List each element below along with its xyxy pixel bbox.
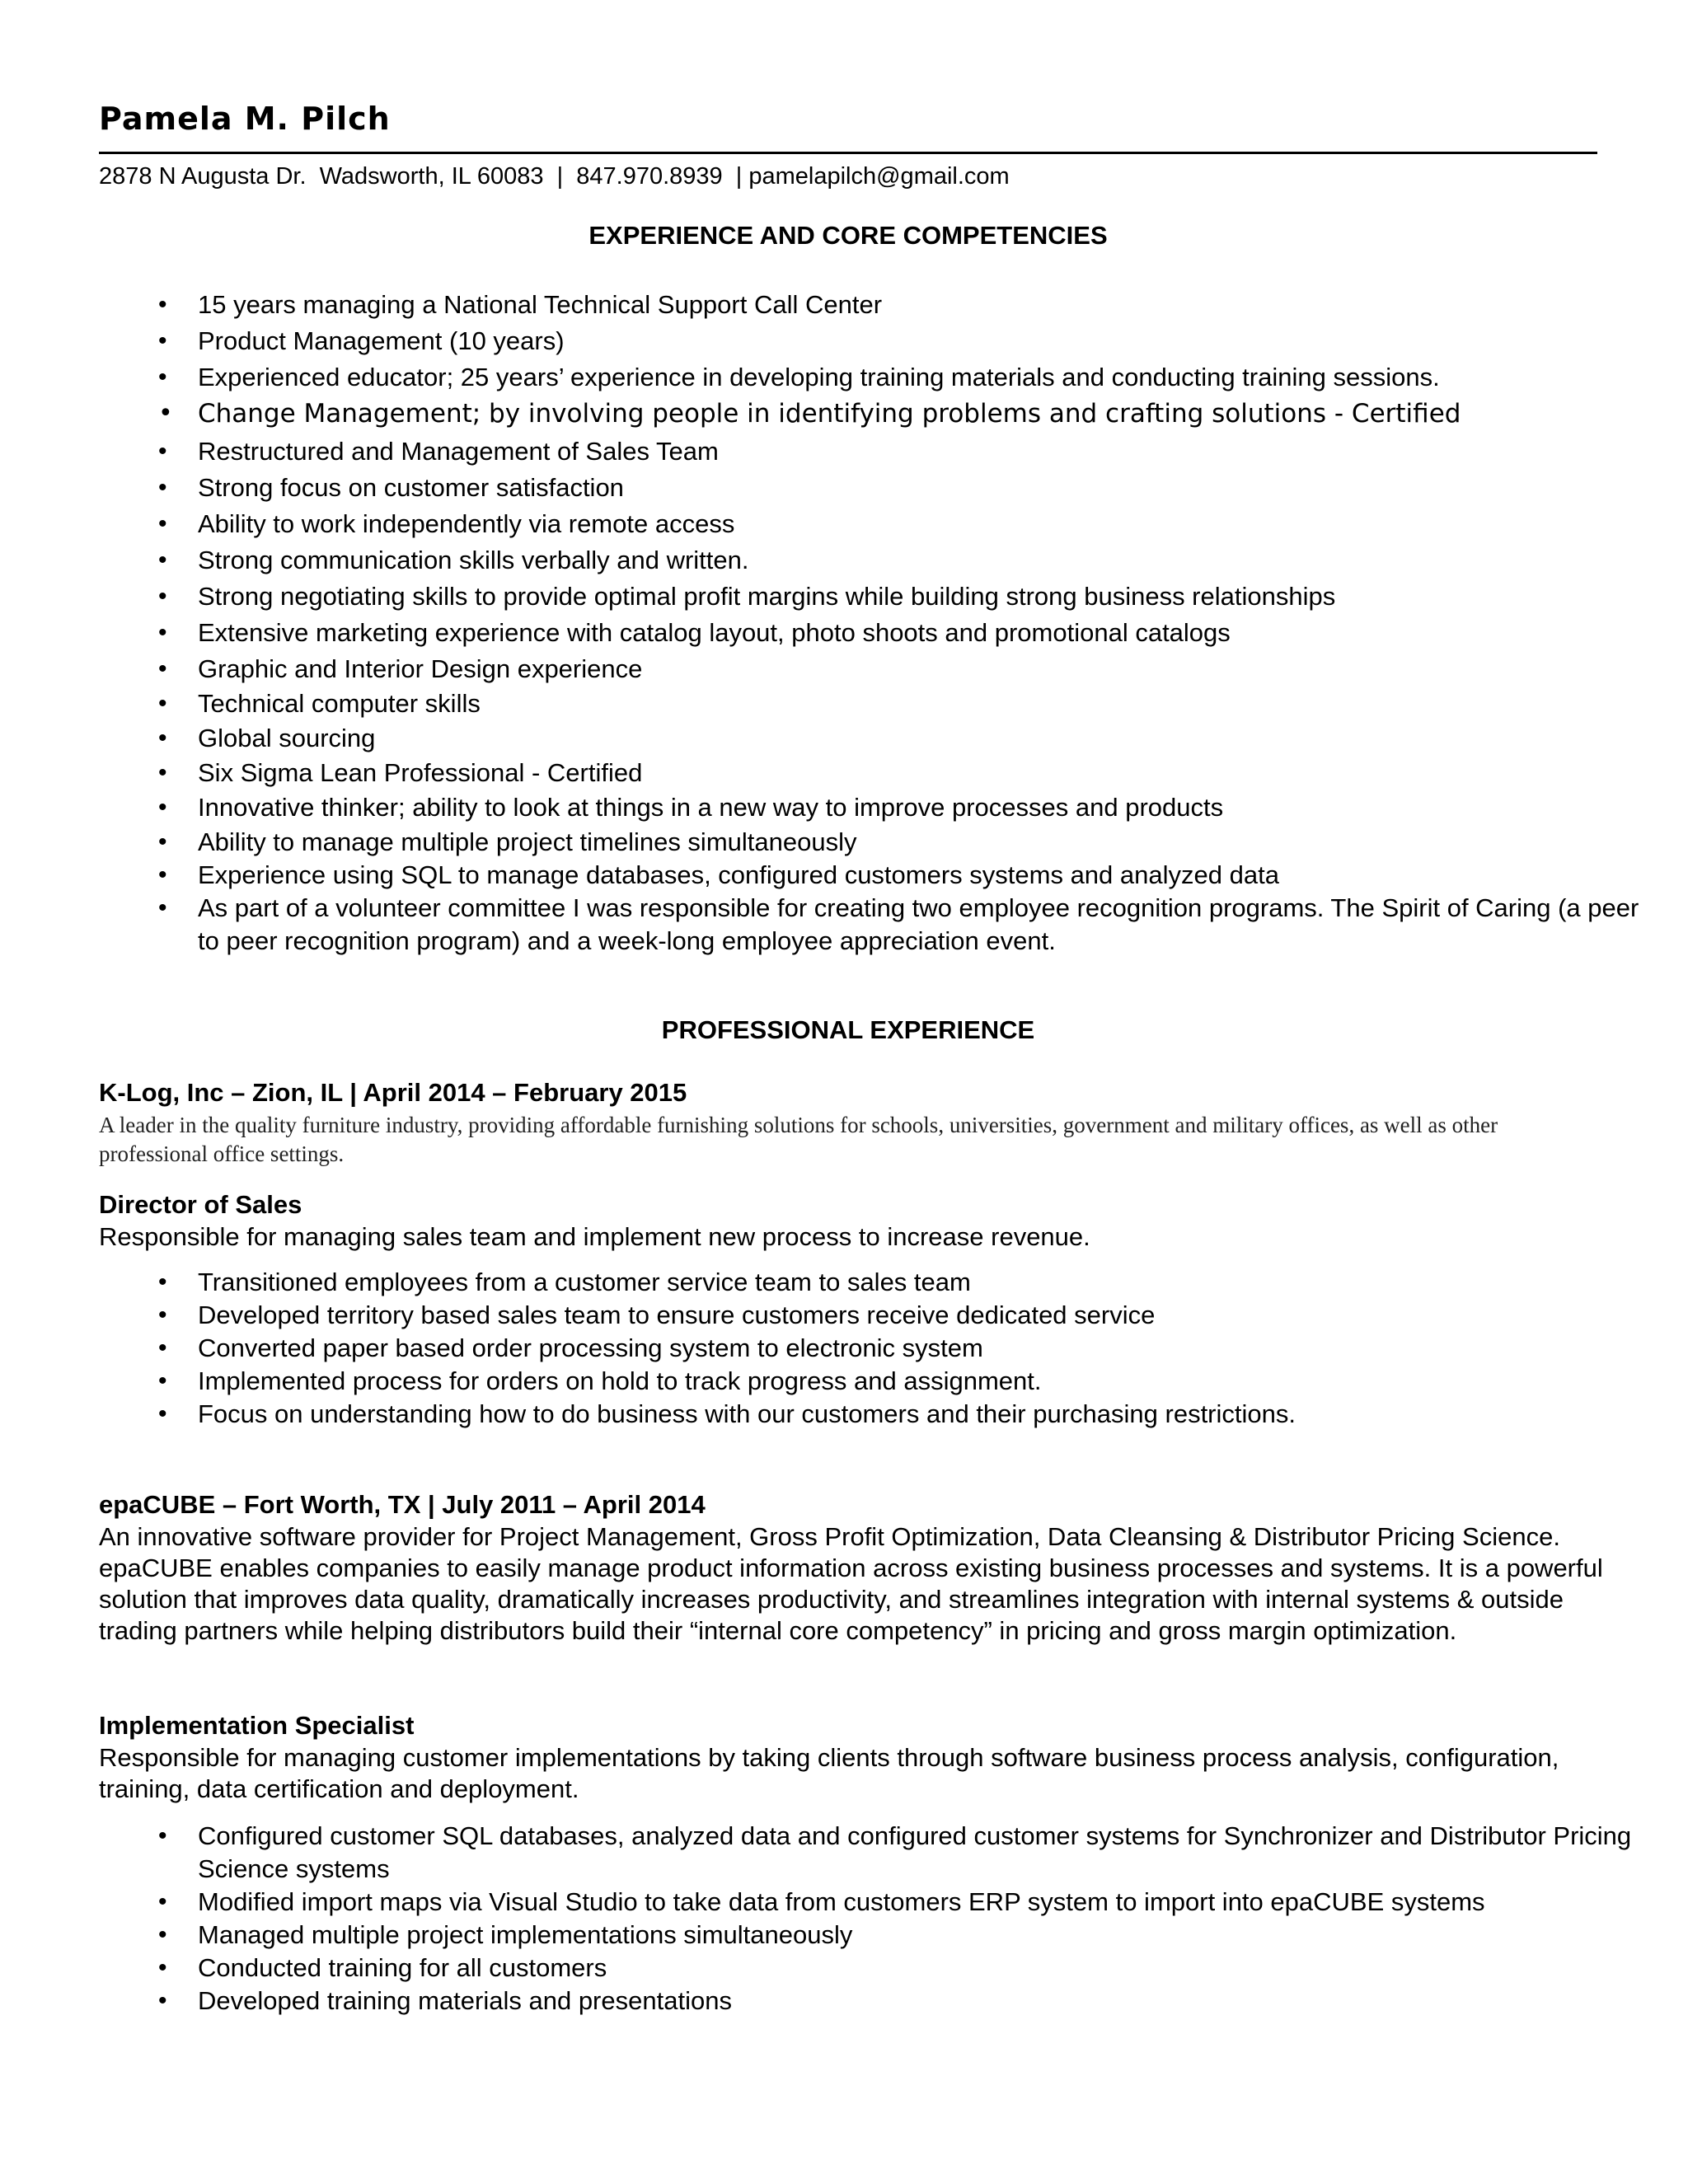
competency-item: • Experienced educator; 25 years’ experience in developing training materials and conducting training sessions.	[99, 361, 1607, 394]
competency-item: • Product Management (10 years)	[99, 325, 1607, 358]
candidate-name: Pamela M. Pilch	[99, 101, 391, 137]
competency-item: • 15 years managing a National Technical Support Call Center	[99, 288, 1607, 321]
competency-item: • Ability to work independently via remote access	[99, 508, 1607, 541]
competency-item: • Restructured and Management of Sales Team	[99, 435, 1607, 468]
epacube-duty-item: • Managed multiple project implementations simultaneously	[99, 1919, 1607, 1952]
competency-item: • Change Management; by involving people in identifying problems and crafting solutions - Certified	[99, 397, 1607, 430]
epacube-duty-item: • Modified import maps via Visual Studio to take data from customers ERP system to import into epaCUBE systems	[99, 1886, 1648, 1919]
epacube-description: An innovative software provider for Project Management, Gross Profit Optimization, Data Cleansing & Distributor Pricing Science. epaCUBE enables companies to easily manage product information across existing business processes and systems. It is a powerful solution that improves data quality, dramatically increases productivity, and streamlines integration with internal systems & outside trading partners while helping distributors build their “internal core competency” in pricing and gross margin optimization.	[99, 1522, 1603, 1645]
contact-line: 2878 N Augusta Dr. Wadsworth, IL 60083 | 847.970.8939 | pamelapilch@gmail.com	[99, 163, 1010, 190]
competencies-heading: EXPERIENCE AND CORE COMPETENCIES	[588, 221, 1108, 250]
epacube-duty-item: • Developed training materials and presentations	[99, 1985, 1607, 2018]
competency-item: • Strong negotiating skills to provide optimal profit margins while building strong business relationships	[99, 580, 1607, 613]
competency-item: • Ability to manage multiple project timelines simultaneously	[99, 826, 1607, 859]
competency-item: • Global sourcing	[99, 722, 1607, 755]
klog-duty-item: • Developed territory based sales team to ensure customers receive dedicated service	[99, 1299, 1607, 1332]
epacube-role-summary: Responsible for managing customer implementations by taking clients through software business process analysis, configuration, training, data certification and deployment.	[99, 1743, 1559, 1803]
klog-duties-list	[99, 1266, 1607, 1431]
competency-item: • Strong communication skills verbally and written.	[99, 544, 1607, 577]
competency-item: • As part of a volunteer committee I was responsible for creating two employee recognition programs. The Spirit of Caring (a peer to peer recognition program) and a week-long employee appreciation event.	[99, 892, 1648, 958]
epacube-company-line: epaCUBE – Fort Worth, TX | July 2011 – April 2014	[99, 1490, 706, 1519]
epacube-duty-item: • Configured customer SQL databases, analyzed data and configured customer systems for Synchronizer and Distributor Pricing Science systems	[99, 1820, 1648, 1886]
competency-item: • Technical computer skills	[99, 687, 1607, 720]
klog-duty-item: • Implemented process for orders on hold to track progress and assignment.	[99, 1365, 1607, 1398]
competency-item: • Graphic and Interior Design experience	[99, 653, 1607, 686]
epacube-duty-item: • Conducted training for all customers	[99, 1952, 1607, 1985]
competencies-list	[99, 288, 1639, 958]
competency-item: • Six Sigma Lean Professional - Certified	[99, 757, 1607, 790]
competency-item: • Innovative thinker; ability to look at things in a new way to improve processes and products	[99, 791, 1607, 824]
klog-role-title: Director of Sales	[99, 1190, 302, 1219]
competency-item: • Strong focus on customer satisfaction	[99, 471, 1607, 504]
experience-heading: PROFESSIONAL EXPERIENCE	[661, 1015, 1035, 1044]
klog-description: A leader in the quality furniture industry, providing affordable furnishing solutions for schools, universities, government and military offices, as well as other professional office settings.	[99, 1113, 1498, 1166]
klog-duty-item: • Focus on understanding how to do business with our customers and their purchasing restrictions.	[99, 1398, 1607, 1431]
competency-item: • Experience using SQL to manage databases, configured customers systems and analyzed data	[99, 859, 1607, 892]
epacube-duties-list	[99, 1820, 1632, 2018]
competency-item: • Extensive marketing experience with catalog layout, photo shoots and promotional catalogs	[99, 616, 1607, 649]
epacube-role-title: Implementation Specialist	[99, 1711, 415, 1740]
klog-duty-item: • Converted paper based order processing system to electronic system	[99, 1332, 1607, 1365]
klog-role-summary: Responsible for managing sales team and implement new process to increase revenue.	[99, 1222, 1090, 1251]
klog-company-line: K-Log, Inc – Zion, IL | April 2014 – February 2015	[99, 1078, 687, 1107]
klog-duty-item: • Transitioned employees from a customer service team to sales team	[99, 1266, 1607, 1299]
header-divider	[99, 152, 1597, 154]
